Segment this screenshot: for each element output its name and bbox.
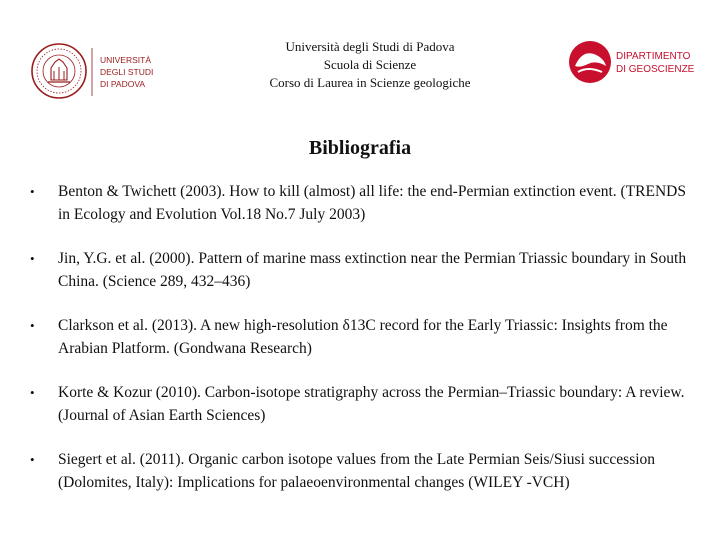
header-line-university: Università degli Studi di Padova	[285, 39, 455, 54]
university-seal-icon	[32, 44, 86, 98]
slide-title: Bibliografia	[308, 137, 412, 159]
bullet-icon: •	[30, 318, 35, 333]
reference-text: Siegert et al. (2011). Organic carbon isotope values from the Late Permian Seis/Siusi succession (Dolomites, Italy): Implications for palaeoenvironmental changes (WILEY -VCH)	[58, 451, 656, 491]
university-logo-line3: DI PADOVA	[100, 79, 146, 89]
department-logo-line1: DIPARTIMENTO	[616, 51, 691, 62]
header-line-school: Scuola di Scienze	[323, 57, 417, 72]
department-emblem-icon	[569, 41, 611, 83]
list-item	[30, 314, 700, 360]
department-logo	[566, 36, 696, 88]
department-logo-line2: DI GEOSCIENZE	[616, 64, 695, 75]
bullet-icon: •	[30, 184, 35, 199]
bibliography-list	[30, 180, 700, 515]
list-item	[30, 448, 700, 494]
reference-text: Benton & Twichett (2003). How to kill (almost) all life: the end-Permian extinction event. (TRENDS in Ecology and Evolution Vol.18 No.7 July 2003)	[58, 183, 686, 223]
university-logo-line1: UNIVERSITÀ	[100, 55, 152, 65]
bullet-icon: •	[30, 251, 35, 266]
bullet-icon: •	[30, 385, 35, 400]
list-item	[30, 381, 700, 427]
university-logo-line2: DEGLI STUDI	[100, 67, 154, 77]
reference-text: Clarkson et al. (2013). A new high-resolution δ13C record for the Early Triassic: Insights from the Arabian Platform. (Gondwana Research)	[58, 317, 668, 357]
header-line-course: Corso di Laurea in Scienze geologiche	[269, 75, 471, 90]
bullet-icon: •	[30, 452, 35, 467]
list-item	[30, 180, 700, 226]
university-logo	[30, 40, 160, 102]
reference-text: Jin, Y.G. et al. (2000). Pattern of marine mass extinction near the Permian Triassic boundary in South China. (Science 289, 432–436)	[58, 250, 687, 290]
list-item	[30, 247, 700, 293]
header-institution-block	[220, 38, 520, 92]
reference-text: Korte & Kozur (2010). Carbon-isotope stratigraphy across the Permian–Triassic boundary: A review. (Journal of Asian Earth Sciences)	[58, 384, 685, 424]
